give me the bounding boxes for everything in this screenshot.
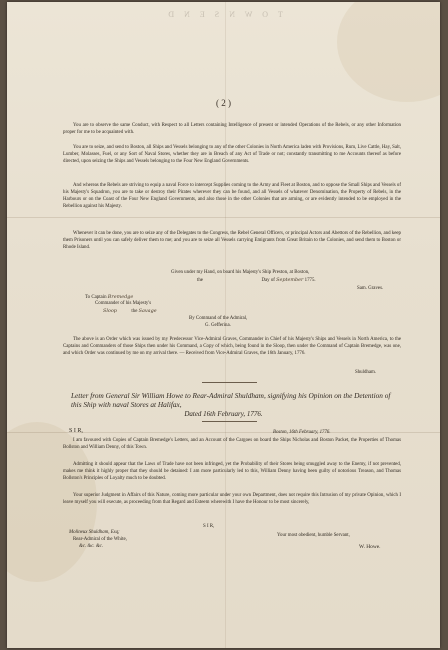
place-date: Boston, 16th February, 1776.	[273, 430, 331, 435]
date-the: the	[197, 278, 203, 283]
paragraph-5: The above is an Order which was issued by my Predecessor Vice-Admiral Graves, Commander in Chief of his Majesty's Ships and Vessels in North America, to the Captains and Commanders of those Ships then under his Command, a Copy of which, being found in the Sloop, then under the Command of Captain Bremedge, was one, and which Order was continued by me on my arrival there. — Received from Vice-Admiral Graves, the 16th January, 1776.	[63, 337, 401, 356]
signature-shuldham: Shuldham.	[355, 370, 377, 375]
addressee-rank: Rear-Admiral of the White,	[73, 537, 127, 542]
handwritten-captain-name: Bremedge	[107, 294, 134, 300]
letter-body-1: I am favoured with Copies of Captain Bremedge's Letters, and an Account of the Cargoes on board the Ships Nicholas and Boston Packet, the Properties of Thomas Bollston and William Denny, of this Town.	[63, 438, 401, 450]
paragraph-1: You are to observe the same Conduct, with Respect to all Letters containing Intelligence of present or intended Operations of the Rebels, or any other Information proper for me to be acquainted with.	[63, 123, 401, 135]
letter-closing: Your most obedient, humble Servant,	[277, 533, 350, 538]
paragraph-4: Whenever it can be done, you are to seize any of the Delegates to the Congress, the Rebel General Officers, or principal Actors and Abettors of the Rebellion, and keep them Prisoners until you can safely deliver them to me; and you are to seize all Vessels carrying Emigrants from Great Britain to the Colonies, and send them to Boston or Rhode Island.	[63, 231, 401, 250]
letter-body-3: Your superior Judgment in Affairs of this Nature, coming more particular under your own Department, does not require this Intrusion of my private Opinion, which I leave myself you will execute, as proceeding from that Regard and Esteem wherewith I have the Honour to be most sincerely,	[63, 493, 401, 505]
handwritten-ship-name: Savage	[138, 308, 157, 314]
page-number: ( 2 )	[216, 98, 231, 108]
ship-line	[103, 308, 157, 315]
signature-graves: Sam. Graves.	[357, 286, 384, 291]
addressee-etc: &c. &c. &c.	[79, 544, 104, 549]
section-divider	[202, 382, 257, 383]
bleed-through-text: T O W N S E N D	[164, 10, 283, 19]
letter-sir: S I R,	[203, 524, 215, 529]
date-day-text: Day of	[261, 278, 275, 283]
commander-line: Commander of his Majesty's	[95, 301, 152, 306]
to-captain-line	[85, 294, 133, 301]
by-command-line: By Command of the Admiral,	[189, 316, 248, 321]
ship-the: the	[131, 309, 138, 314]
salutation: S I R,	[69, 428, 83, 434]
letter-heading: Letter from General Sir William Howe to Rear-Admiral Shuldham, signifying his Opinion on the Detention of this Ship with naval Stores at Halifax,	[71, 391, 391, 409]
section-divider	[202, 421, 257, 422]
addressee-name: Molineux Shuldham, Esq;	[69, 530, 120, 535]
document-page	[7, 2, 440, 648]
letter-body-2: Admitting it should appear that the Laws of Trade have not been infringed, yet the Probability of their Stores being smuggled away to the Enemy, if not prevented, makes me think it highly proper that they should be detained: I am more particularly led to this, William Denny having been guilty of notorious Treason, and Thomas Bollston's Principles of Loyalty much to be doubted.	[63, 462, 401, 481]
to-captain-label: To Captain	[85, 295, 107, 300]
signature-howe: W. Howe.	[359, 544, 381, 550]
fold-line	[7, 217, 440, 218]
date-line	[197, 277, 316, 284]
paper-stain	[337, 2, 440, 102]
secretary-signature: G. Gefferina.	[205, 323, 231, 328]
handwritten-ship-type: Sloop	[103, 308, 117, 314]
paragraph-2: You are to seize, and send to Boston, all Ships and Vessels belonging to any of the other Colonies in North America laden with Provisions, Rum, Live Cattle, Hay, Salt, Lumber, Molasses, Fuel, or any Sort of Naval Stores, whether they are in Breach of any Act of Trade or not; constantly transmitting to me Accounts thereof as before directed, upon seizing the Ships and Vessels belonging to the Four New England Governments.	[63, 145, 401, 164]
given-line: Given under my Hand, on board his Majesty's Ship Preston, at Boston,	[171, 270, 310, 275]
paragraph-3: And whereas the Rebels are striving to equip a naval Force to intercept Supplies coming to the Army and Fleet at Boston, and to oppose the Small Ships and Vessels of his Majesty's Squadron, you are to take or destroy their Pirates wherever they can be found, and all Vessels of whatever Denomination, the Property of Rebels, in the Harbours or on the Coast of the Four New England Governments, and also those in the other Colonies that are arming, or are evidently intended to be employed in the Rebellion against his Majesty.	[63, 183, 401, 209]
letter-dated: Dated 16th February, 1776.	[184, 410, 263, 418]
date-year: 1775.	[304, 278, 316, 283]
handwritten-month: September	[276, 277, 304, 283]
